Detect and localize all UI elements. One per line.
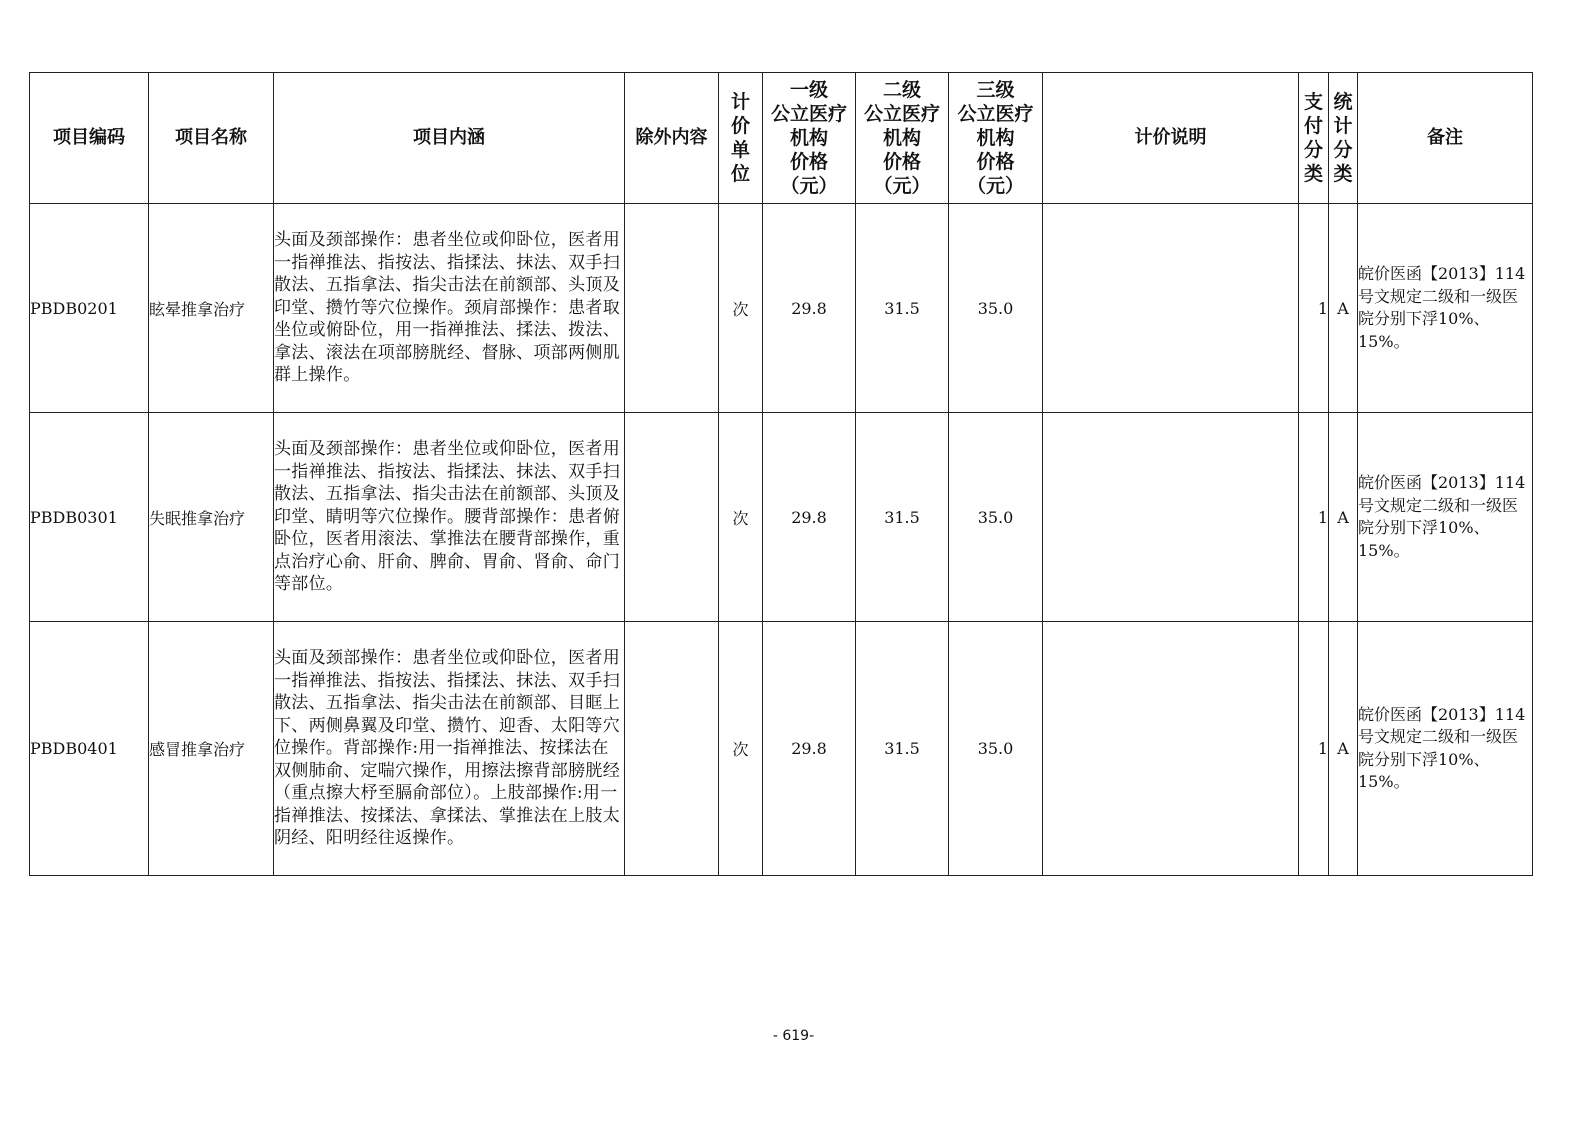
item-price-level1: 29.8 — [763, 413, 856, 622]
item-code: PBDB0301 — [30, 413, 149, 622]
header-row — [30, 73, 1533, 204]
page-number: - 619- — [772, 1028, 815, 1044]
header-content: 项目内涵 — [274, 73, 625, 204]
item-pricing-note — [1043, 204, 1299, 413]
item-price-level3: 35.0 — [949, 622, 1043, 876]
item-pricing-note — [1043, 413, 1299, 622]
header-pricing-note: 计价说明 — [1043, 73, 1299, 204]
item-remarks: 皖价医函【2013】114号文规定二级和一级医院分别下浮10%、15%。 — [1358, 413, 1533, 622]
item-stat-category: A — [1329, 413, 1358, 622]
item-price-level3: 35.0 — [949, 204, 1043, 413]
item-price-level2: 31.5 — [856, 622, 949, 876]
table-row — [30, 413, 1533, 622]
header-level1-price: 一级 公立医疗 机构 价格 （元） — [763, 73, 856, 204]
table-row — [30, 204, 1533, 413]
item-exclusion — [625, 413, 719, 622]
header-pay-category: 支 付 分 类 — [1299, 73, 1329, 204]
item-price-level2: 31.5 — [856, 204, 949, 413]
item-price-level1: 29.8 — [763, 204, 856, 413]
item-exclusion — [625, 622, 719, 876]
item-name: 失眠推拿治疗 — [149, 413, 274, 622]
header-remarks: 备注 — [1358, 73, 1533, 204]
item-pay-category: 1 — [1299, 204, 1329, 413]
item-exclusion — [625, 204, 719, 413]
header-code: 项目编码 — [30, 73, 149, 204]
price-table — [29, 72, 1533, 876]
item-name: 感冒推拿治疗 — [149, 622, 274, 876]
item-stat-category: A — [1329, 204, 1358, 413]
header-name: 项目名称 — [149, 73, 274, 204]
item-price-level1: 29.8 — [763, 622, 856, 876]
item-price-level3: 35.0 — [949, 413, 1043, 622]
header-stat-category: 统 计 分 类 — [1329, 73, 1358, 204]
item-unit: 次 — [719, 413, 763, 622]
item-price-level2: 31.5 — [856, 413, 949, 622]
item-code: PBDB0201 — [30, 204, 149, 413]
item-name: 眩晕推拿治疗 — [149, 204, 274, 413]
header-unit: 计 价 单 位 — [719, 73, 763, 204]
item-code: PBDB0401 — [30, 622, 149, 876]
header-level2-price: 二级 公立医疗 机构 价格 （元） — [856, 73, 949, 204]
item-content: 头面及颈部操作：患者坐位或仰卧位，医者用一指禅推法、指按法、指揉法、抹法、双手扫散法、五指拿法、指尖击法在前额部、头顶及印堂、睛明等穴位操作。腰背部操作：患者俯卧位，医者用滚法、掌推法在腰背部操作，重点治疗心俞、肝俞、脾俞、胃俞、肾俞、命门等部位。 — [274, 413, 625, 622]
header-level3-price: 三级 公立医疗 机构 价格 （元） — [949, 73, 1043, 204]
item-pay-category: 1 — [1299, 413, 1329, 622]
table-row — [30, 622, 1533, 876]
item-pay-category: 1 — [1299, 622, 1329, 876]
item-pricing-note — [1043, 622, 1299, 876]
item-stat-category: A — [1329, 622, 1358, 876]
item-content: 头面及颈部操作：患者坐位或仰卧位，医者用一指禅推法、指按法、指揉法、抹法、双手扫散法、五指拿法、指尖击法在前额部、目眶上下、两侧鼻翼及印堂、攒竹、迎香、太阳等穴位操作。背部操作:用一指禅推法、按揉法在双侧肺俞、定喘穴操作，用擦法擦背部膀胱经（重点擦大杼至膈俞部位）。上肢部操作:用一指禅推法、按揉法、拿揉法、掌推法在上肢太阴经、阳明经往返操作。 — [274, 622, 625, 876]
item-unit: 次 — [719, 204, 763, 413]
header-exclusion: 除外内容 — [625, 73, 719, 204]
item-remarks: 皖价医函【2013】114号文规定二级和一级医院分别下浮10%、15%。 — [1358, 622, 1533, 876]
item-content: 头面及颈部操作：患者坐位或仰卧位，医者用一指禅推法、指按法、指揉法、抹法、双手扫散法、五指拿法、指尖击法在前额部、头顶及印堂、攒竹等穴位操作。颈肩部操作：患者取坐位或俯卧位，用一指禅推法、揉法、拨法、拿法、滚法在项部膀胱经、督脉、项部两侧肌群上操作。 — [274, 204, 625, 413]
item-remarks: 皖价医函【2013】114号文规定二级和一级医院分别下浮10%、15%。 — [1358, 204, 1533, 413]
item-unit: 次 — [719, 622, 763, 876]
